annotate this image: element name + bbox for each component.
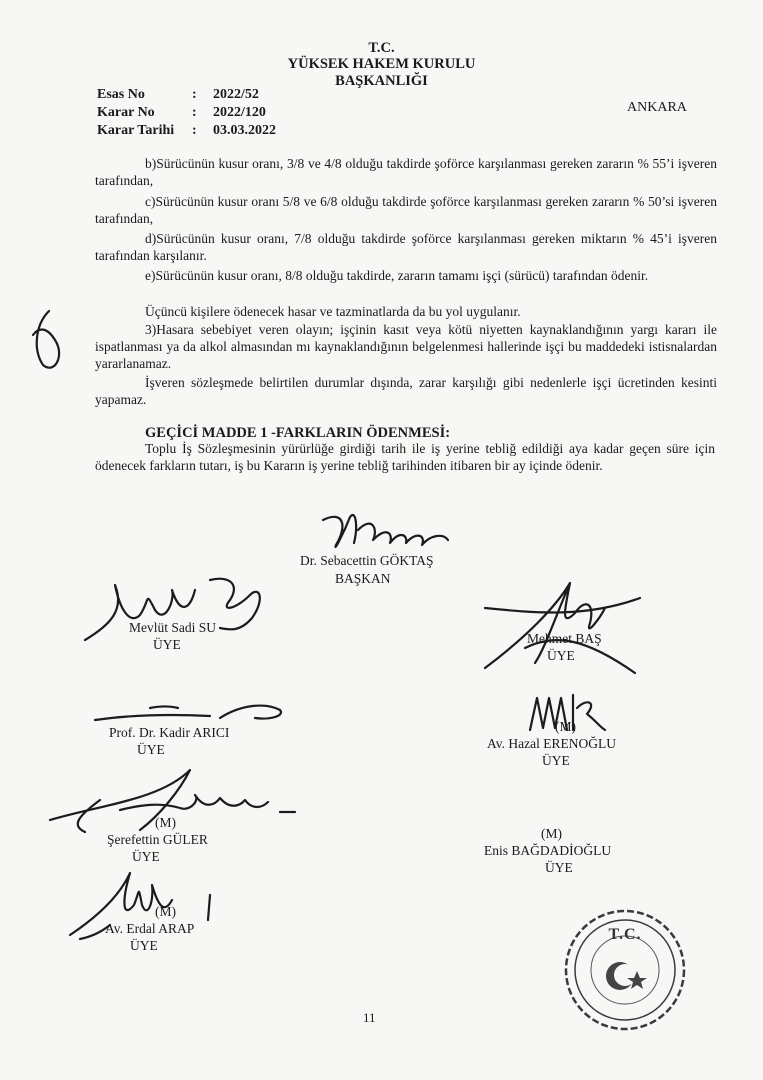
bagdadioglu-name: Enis BAĞDADİOĞLU	[484, 843, 612, 858]
provisional-article-text: Toplu İş Sözleşmesinin yürürlüğe girdiği tarih ile iş yerine tebliğ edildiği aya kadar geçen süre için ödenecek farkların tutarı, iş bu Kararın iş yerine tebliğ tarihinden itibaren bir ay içinde ödenir.	[95, 441, 715, 473]
meta-sep: :	[192, 87, 197, 102]
arap-role: ÜYE	[130, 938, 158, 953]
margin-handwritten-mark	[25, 305, 75, 375]
header-tc: T.C.	[368, 40, 395, 56]
meta-label: Karar Tarihi	[97, 123, 175, 138]
header-city: ANKARA	[627, 100, 687, 115]
meta-row	[97, 87, 397, 105]
paragraph-b: b)Sürücünün kusur oranı, 3/8 ve 4/8 olduğu takdirde şoförce karşılanması gereken zararın % 55’i işveren tarafından,	[95, 156, 717, 188]
arap-mark: (M)	[155, 904, 176, 919]
meta-row	[97, 105, 397, 123]
guler-mark: (M)	[155, 815, 176, 830]
meta-value: 2022/120	[213, 105, 266, 120]
page-number: 11	[363, 1010, 376, 1025]
erenoglu-mark: (M)	[555, 719, 576, 734]
meta-label: Karar No	[97, 105, 155, 120]
bagdadioglu-mark: (M)	[541, 826, 562, 841]
bas-name: Mehmet BAŞ	[527, 631, 602, 646]
guler-role: ÜYE	[132, 849, 160, 864]
meta-value: 2022/52	[213, 87, 259, 102]
erenoglu-role: ÜYE	[542, 753, 570, 768]
su-name: Mevlüt Sadi SU	[129, 620, 217, 635]
meta-label: Esas No	[97, 87, 145, 102]
arici-role: ÜYE	[137, 742, 165, 757]
header-institution: YÜKSEK HAKEM KURULU	[287, 56, 476, 72]
chair-name: Dr. Sebacettin GÖKTAŞ	[300, 553, 434, 568]
official-stamp	[563, 908, 687, 1032]
meta-sep: :	[192, 105, 197, 120]
paragraph-e: e)Sürücünün kusur oranı, 8/8 olduğu takdirde, zararın tamamı işçi (sürücü) tarafından ödenir.	[145, 268, 649, 283]
paragraph-item-3: 3)Hasara sebebiyet veren olayın; işçinin kasıt veya kötü niyetten kaynaklandığının yargı kararı ile ispatlanması ya da alkol almasından mı kaynaklandığının belgelenmesi hallerinde işçi bu maddedeki istisnalardan yararlanamaz.	[95, 322, 717, 371]
provisional-article-title: GEÇİCİ MADDE 1 -FARKLARIN ÖDENMESİ:	[145, 425, 451, 441]
bas-role: ÜYE	[547, 648, 575, 663]
bagdadioglu-role: ÜYE	[545, 860, 573, 875]
header-presidency: BAŞKANLIĞI	[335, 73, 428, 89]
arap-name: Av. Erdal ARAP	[105, 921, 195, 936]
paragraph-third-parties: Üçüncü kişilere ödenecek hasar ve tazminatlarda da bu yol uygulanır.	[145, 304, 521, 319]
erenoglu-name: Av. Hazal ERENOĞLU	[487, 736, 616, 751]
guler-signature	[40, 760, 320, 840]
arici-name: Prof. Dr. Kadir ARICI	[109, 725, 230, 740]
stamp-text: T.C.	[608, 926, 642, 943]
guler-name: Şerefettin GÜLER	[107, 832, 208, 847]
case-meta	[97, 87, 397, 141]
meta-value: 03.03.2022	[213, 123, 276, 138]
su-role: ÜYE	[153, 637, 181, 652]
meta-sep: :	[192, 123, 197, 138]
chair-role: BAŞKAN	[335, 571, 391, 586]
paragraph-c: c)Sürücünün kusur oranı 5/8 ve 6/8 olduğu takdirde şoförce karşılanması gereken zararın % 50’si işveren tarafından,	[95, 194, 717, 226]
paragraph-employer: İşveren sözleşmede belirtilen durumlar dışında, zarar karşılığı gibi nedenlerle işçi ücretinden kesinti yapamaz.	[95, 375, 717, 407]
paragraph-d: d)Sürücünün kusur oranı, 7/8 olduğu takdirde şoförce karşılanması gereken miktarın % 45’i işveren tarafından karşılanır.	[95, 231, 717, 263]
meta-row	[97, 123, 397, 141]
